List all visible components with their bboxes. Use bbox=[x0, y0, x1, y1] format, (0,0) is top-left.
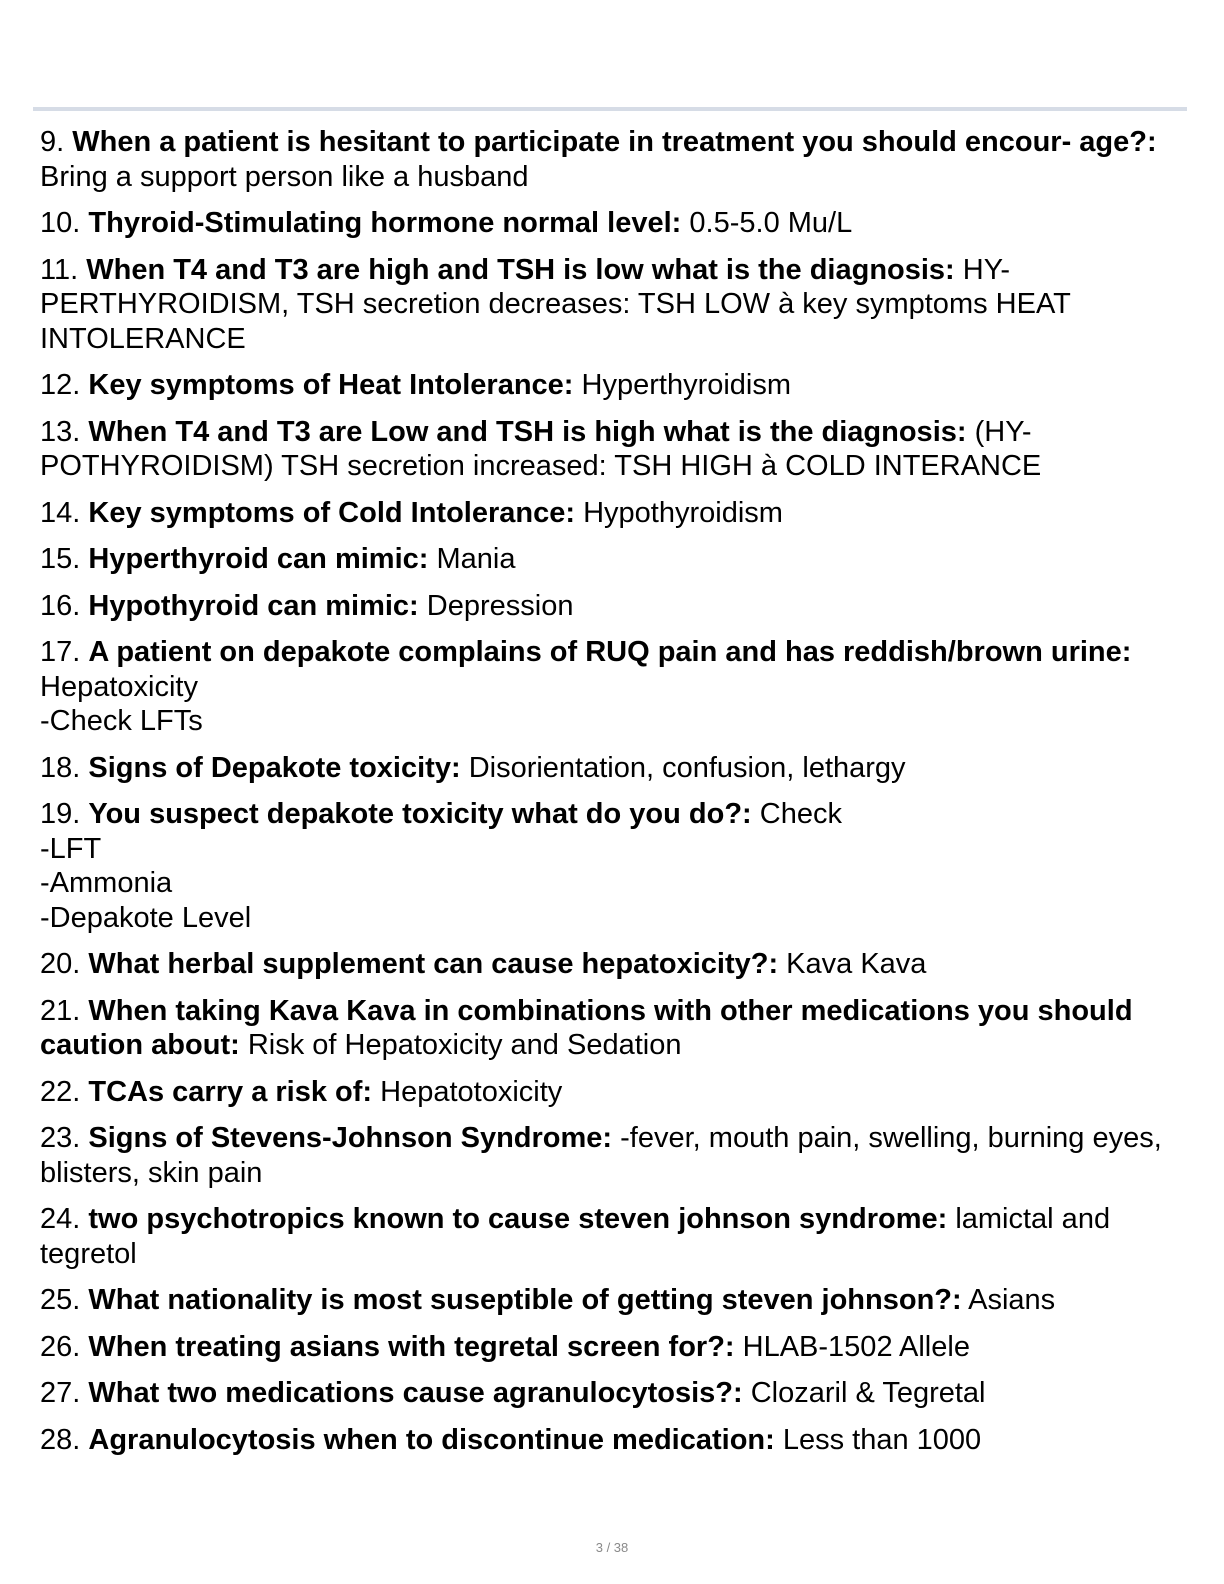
page-number: 3 / 38 bbox=[595, 1540, 629, 1555]
item-number: 26. bbox=[40, 1330, 81, 1363]
item-answer: lamictal and tegretol bbox=[40, 1203, 1111, 1270]
item-number: 11. bbox=[40, 253, 79, 286]
item-detail-line: -Depakote Level bbox=[40, 901, 252, 934]
item-question: What herbal supplement can cause hepatoxicity?: bbox=[88, 948, 779, 980]
item-number: 16. bbox=[40, 589, 81, 622]
item-detail-line: -Check LFTs bbox=[40, 705, 203, 737]
item-number: 18. bbox=[40, 751, 81, 784]
item-number: 20. bbox=[40, 948, 81, 980]
item-question: What nationality is most suseptible of getting steven johnson?: bbox=[88, 1284, 962, 1316]
item-number: 14. bbox=[40, 496, 81, 529]
item-question: TCAs carry a risk of: bbox=[88, 1075, 373, 1108]
item-answer: HY- PERTHYROIDISM, TSH secretion decreases: TSH LOW à key symptoms HEAT INTOLERANCE bbox=[40, 253, 1071, 355]
list-item bbox=[40, 947, 1190, 982]
item-question: Signs of Stevens-Johnson Syndrome: bbox=[88, 1122, 613, 1154]
item-question: What two medications cause agranulocytosis?: bbox=[88, 1377, 743, 1409]
list-item bbox=[40, 589, 1190, 624]
item-number: 19. bbox=[40, 798, 81, 830]
item-detail-line: -LFT bbox=[40, 832, 102, 865]
list-item bbox=[40, 496, 1190, 531]
item-number: 12. bbox=[40, 369, 81, 401]
item-question: Signs of Depakote toxicity: bbox=[88, 751, 461, 784]
item-answer: Hypothyroidism bbox=[583, 496, 783, 529]
item-answer: Less than 1000 bbox=[782, 1423, 982, 1456]
item-answer: Disorientation, confusion, lethargy bbox=[468, 751, 906, 784]
item-answer: Hyperthyroidism bbox=[581, 369, 792, 401]
list-item bbox=[40, 751, 1190, 786]
flashcard-list bbox=[40, 125, 1190, 1469]
item-question: Key symptoms of Heat Intolerance: bbox=[88, 369, 574, 401]
list-item bbox=[40, 1202, 1190, 1271]
item-question: When treating asians with tegretal screen for?: bbox=[88, 1330, 735, 1363]
item-number: 10. bbox=[40, 207, 81, 239]
item-question: two psychotropics known to cause steven johnson syndrome: bbox=[88, 1203, 948, 1235]
item-number: 15. bbox=[40, 543, 81, 575]
list-item bbox=[40, 125, 1190, 194]
item-number: 28. bbox=[40, 1423, 81, 1456]
item-answer: Check bbox=[759, 798, 842, 830]
item-question: Thyroid-Stimulating hormone normal level: bbox=[88, 207, 682, 239]
list-item bbox=[40, 1121, 1190, 1190]
item-question: A patient on depakote complains of RUQ pain and has reddish/brown urine: bbox=[88, 636, 1132, 668]
item-answer: 0.5-5.0 Mu/L bbox=[689, 207, 853, 239]
list-item bbox=[40, 1075, 1190, 1110]
item-answer: HLAB-1502 Allele bbox=[742, 1330, 970, 1363]
item-number: 22. bbox=[40, 1075, 81, 1108]
item-question: When a patient is hesitant to participate in treatment you should encour- age?: bbox=[72, 126, 1157, 158]
item-question: When T4 and T3 are Low and TSH is high what is the diagnosis: bbox=[88, 415, 967, 448]
list-item bbox=[40, 206, 1190, 241]
item-answer: Kava Kava bbox=[786, 948, 927, 980]
list-item bbox=[40, 368, 1190, 403]
list-item bbox=[40, 994, 1190, 1063]
item-number: 25. bbox=[40, 1284, 81, 1316]
item-answer: Depression bbox=[426, 589, 574, 622]
item-answer: Risk of Hepatoxicity and Sedation bbox=[247, 1029, 682, 1061]
item-answer: -fever, mouth pain, swelling, burning eyes, blisters, skin pain bbox=[40, 1122, 1162, 1189]
item-number: 24. bbox=[40, 1203, 81, 1235]
list-item bbox=[40, 415, 1190, 484]
list-item bbox=[40, 542, 1190, 577]
list-item bbox=[40, 1283, 1190, 1318]
item-answer: Asians bbox=[968, 1284, 1056, 1316]
item-number: 17. bbox=[40, 636, 81, 668]
item-question: Hyperthyroid can mimic: bbox=[88, 543, 429, 575]
item-answer: Hepatotoxicity bbox=[380, 1075, 563, 1108]
list-item bbox=[40, 1376, 1190, 1411]
item-answer: (HY- POTHYROIDISM) TSH secretion increased: TSH HIGH à COLD INTERANCE bbox=[40, 415, 1042, 482]
item-number: 21. bbox=[40, 994, 81, 1027]
item-question: When taking Kava Kava in combinations with other medications you should caution about: bbox=[40, 994, 1133, 1061]
list-item bbox=[40, 1423, 1190, 1458]
list-item bbox=[40, 253, 1190, 357]
item-question: Agranulocytosis when to discontinue medication: bbox=[88, 1423, 775, 1456]
item-answer: Clozaril & Tegretal bbox=[750, 1377, 986, 1409]
item-question: When T4 and T3 are high and TSH is low what is the diagnosis: bbox=[86, 253, 955, 286]
item-question: Hypothyroid can mimic: bbox=[88, 589, 419, 622]
item-answer: Bring a support person like a husband bbox=[40, 160, 529, 193]
item-question: You suspect depakote toxicity what do you do?: bbox=[88, 798, 752, 830]
header-divider bbox=[33, 107, 1187, 111]
item-number: 9. bbox=[40, 126, 65, 158]
item-answer: Mania bbox=[436, 543, 516, 575]
item-number: 23. bbox=[40, 1122, 81, 1154]
list-item bbox=[40, 797, 1190, 935]
item-detail-line: -Ammonia bbox=[40, 867, 173, 899]
item-number: 13. bbox=[40, 415, 81, 448]
item-number: 27. bbox=[40, 1377, 81, 1409]
list-item bbox=[40, 1330, 1190, 1365]
item-answer: Hepatoxicity bbox=[40, 670, 198, 703]
list-item bbox=[40, 635, 1190, 739]
item-question: Key symptoms of Cold Intolerance: bbox=[88, 496, 576, 529]
